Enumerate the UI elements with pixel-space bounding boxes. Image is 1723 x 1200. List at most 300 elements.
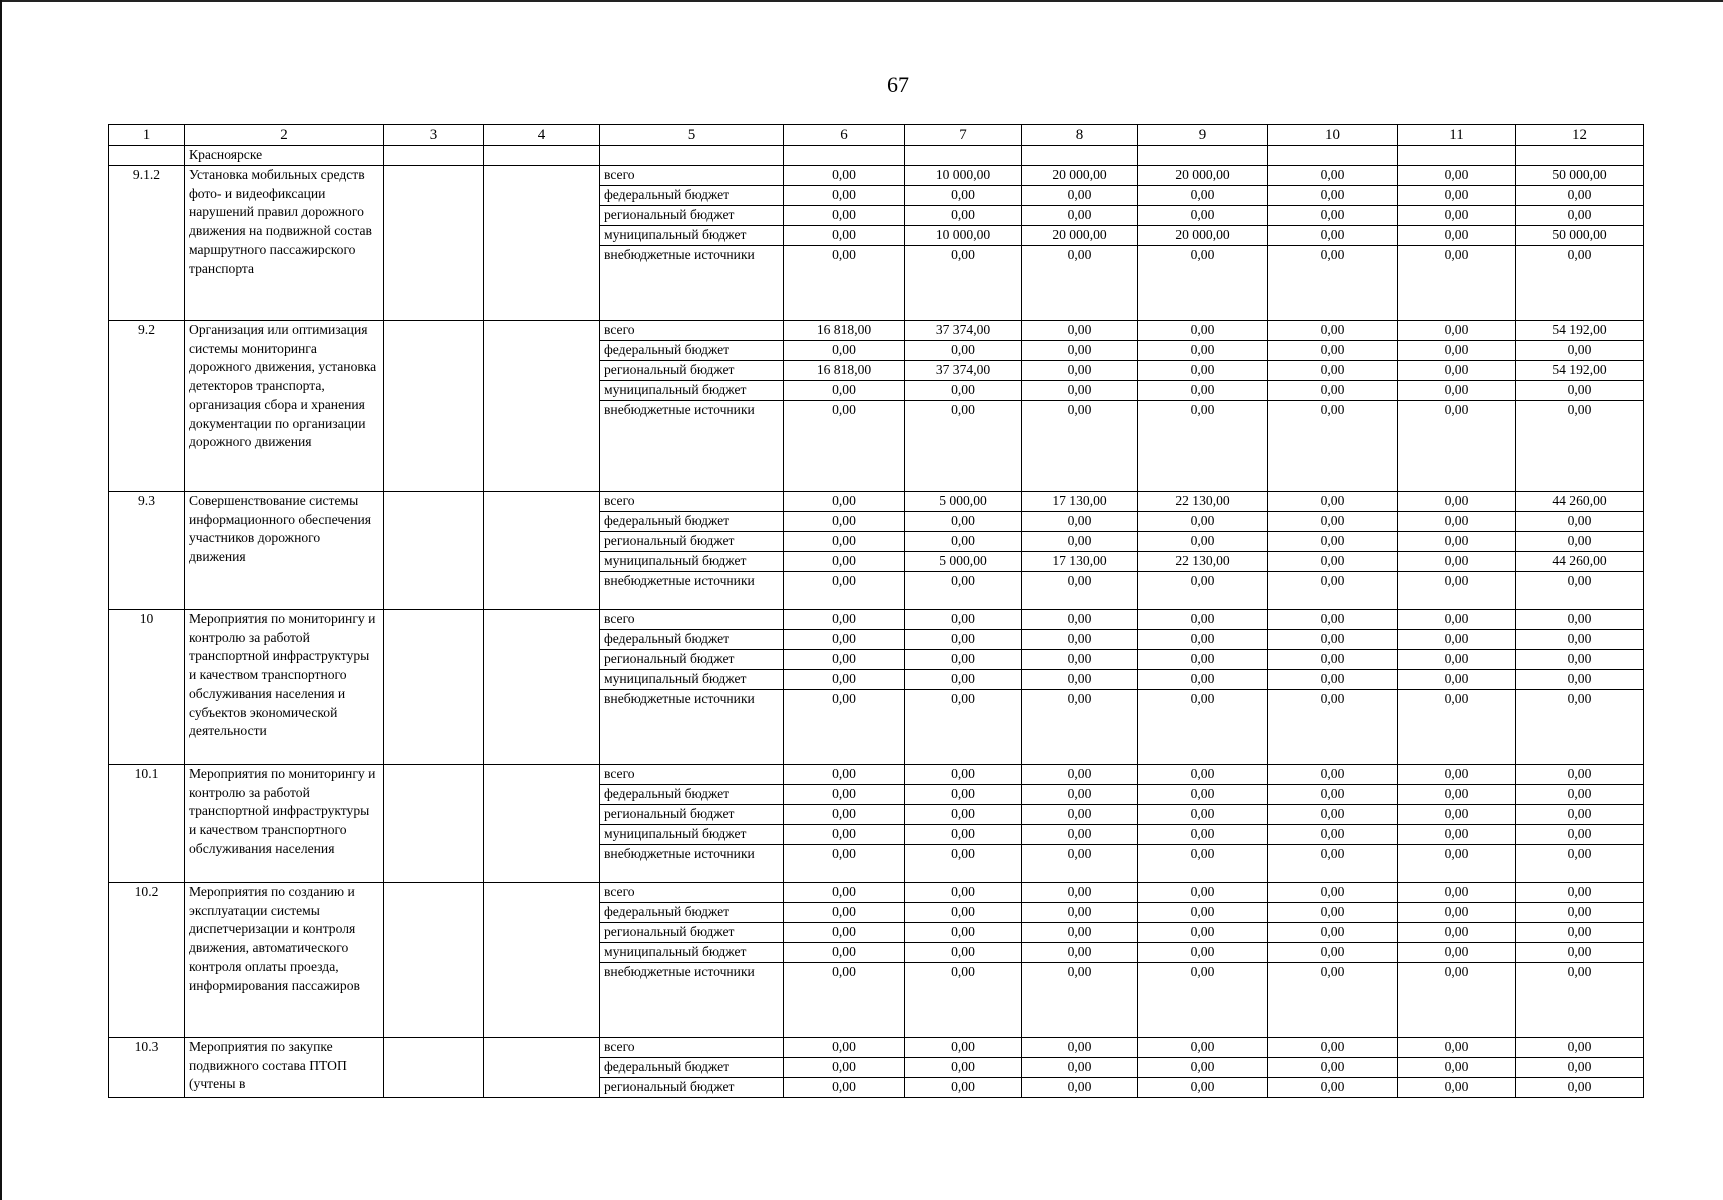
- item-name: Мероприятия по созданию и эксплуатации системы диспетчеризации и контроля движения, автоматического контроля оплаты проезда, информирования пассажиров: [185, 883, 384, 1038]
- amount-cell: 0,00: [1022, 532, 1138, 552]
- amount-cell: 0,00: [784, 166, 905, 186]
- col-header: 1: [109, 125, 185, 146]
- amount-cell: 0,00: [1268, 166, 1398, 186]
- amount-cell: 0,00: [784, 246, 905, 321]
- amount-cell: 0,00: [784, 825, 905, 845]
- amount-cell: 0,00: [1516, 825, 1644, 845]
- amount-cell: 37 374,00: [905, 361, 1022, 381]
- amount-cell: 0,00: [1268, 381, 1398, 401]
- table-row: [109, 321, 1644, 341]
- amount-cell: 0,00: [1268, 1058, 1398, 1078]
- empty-cell: [384, 492, 484, 610]
- amount-cell: 0,00: [1398, 1078, 1516, 1098]
- amount-cell: 0,00: [1138, 943, 1268, 963]
- amount-cell: 0,00: [1268, 923, 1398, 943]
- amount-cell: 20 000,00: [1022, 166, 1138, 186]
- funding-source-municipal: муниципальный бюджет: [600, 226, 784, 246]
- amount-cell: 0,00: [784, 512, 905, 532]
- amount-cell: 0,00: [1398, 341, 1516, 361]
- funding-source-total: всего: [600, 166, 784, 186]
- amount-cell: 0,00: [1022, 765, 1138, 785]
- amount-cell: 0,00: [784, 690, 905, 765]
- empty-cell: [484, 765, 600, 883]
- amount-cell: 0,00: [1516, 785, 1644, 805]
- amount-cell: 0,00: [1138, 361, 1268, 381]
- item-code: 9.2: [109, 321, 185, 492]
- amount-cell: 0,00: [1398, 903, 1516, 923]
- amount-cell: 44 260,00: [1516, 552, 1644, 572]
- amount-cell: 0,00: [1022, 361, 1138, 381]
- amount-cell: 0,00: [1398, 512, 1516, 532]
- amount-cell: 0,00: [1516, 381, 1644, 401]
- empty-cell: [384, 610, 484, 765]
- amount-cell: 0,00: [1022, 630, 1138, 650]
- amount-cell: 0,00: [1138, 825, 1268, 845]
- amount-cell: 0,00: [784, 552, 905, 572]
- amount-cell: 0,00: [1516, 512, 1644, 532]
- amount-cell: 0,00: [905, 1078, 1022, 1098]
- amount-cell: 17 130,00: [1022, 552, 1138, 572]
- amount-cell: 0,00: [905, 341, 1022, 361]
- amount-cell: 0,00: [1138, 923, 1268, 943]
- amount-cell: 0,00: [784, 401, 905, 492]
- amount-cell: 0,00: [1398, 401, 1516, 492]
- amount-cell: 0,00: [1398, 963, 1516, 1038]
- amount-cell: 0,00: [784, 572, 905, 610]
- empty-cell: [484, 492, 600, 610]
- empty-cell: [484, 166, 600, 321]
- col-header: 12: [1516, 125, 1644, 146]
- table-row: [109, 765, 1644, 785]
- empty-cell: [384, 321, 484, 492]
- amount-cell: 0,00: [1022, 903, 1138, 923]
- amount-cell: 0,00: [1138, 963, 1268, 1038]
- amount-cell: 0,00: [905, 246, 1022, 321]
- amount-cell: 0,00: [1516, 805, 1644, 825]
- amount-cell: 0,00: [1268, 883, 1398, 903]
- amount-cell: 0,00: [1022, 341, 1138, 361]
- amount-cell: 0,00: [1398, 690, 1516, 765]
- amount-cell: 0,00: [1398, 381, 1516, 401]
- amount-cell: 0,00: [1138, 246, 1268, 321]
- amount-cell: 0,00: [1022, 963, 1138, 1038]
- amount-cell: 0,00: [1516, 1058, 1644, 1078]
- amount-cell: 0,00: [1268, 532, 1398, 552]
- amount-cell: 0,00: [784, 1058, 905, 1078]
- funding-source-regional: региональный бюджет: [600, 1078, 784, 1098]
- amount-cell: 0,00: [1516, 401, 1644, 492]
- amount-cell: 0,00: [784, 1078, 905, 1098]
- amount-cell: 0,00: [1516, 630, 1644, 650]
- amount-cell: 0,00: [1138, 765, 1268, 785]
- funding-source-federal: федеральный бюджет: [600, 186, 784, 206]
- funding-source-municipal: муниципальный бюджет: [600, 943, 784, 963]
- amount-cell: 0,00: [1022, 246, 1138, 321]
- funding-source-federal: федеральный бюджет: [600, 512, 784, 532]
- item-name: Мероприятия по закупке подвижного состава ПТОП (учтены в: [185, 1038, 384, 1098]
- funding-source-municipal: муниципальный бюджет: [600, 670, 784, 690]
- continuation-row: [109, 146, 1644, 166]
- amount-cell: 0,00: [905, 765, 1022, 785]
- amount-cell: 0,00: [1138, 1058, 1268, 1078]
- amount-cell: 0,00: [905, 381, 1022, 401]
- amount-cell: 17 130,00: [1022, 492, 1138, 512]
- amount-cell: 0,00: [784, 923, 905, 943]
- funding-source-total: всего: [600, 610, 784, 630]
- amount-cell: 0,00: [1398, 670, 1516, 690]
- amount-cell: 0,00: [1516, 206, 1644, 226]
- amount-cell: 0,00: [1516, 923, 1644, 943]
- amount-cell: 0,00: [1022, 690, 1138, 765]
- amount-cell: 0,00: [1138, 186, 1268, 206]
- amount-cell: 0,00: [1268, 401, 1398, 492]
- amount-cell: 0,00: [1022, 785, 1138, 805]
- empty-cell: [384, 883, 484, 1038]
- item-name: Совершенствование системы информационного обеспечения участников дорожного движения: [185, 492, 384, 610]
- amount-cell: 0,00: [1268, 610, 1398, 630]
- amount-cell: 16 818,00: [784, 361, 905, 381]
- amount-cell: 0,00: [1022, 572, 1138, 610]
- amount-cell: 0,00: [1022, 206, 1138, 226]
- amount-cell: 0,00: [1516, 765, 1644, 785]
- amount-cell: 0,00: [784, 845, 905, 883]
- table-row: [109, 492, 1644, 512]
- amount-cell: 0,00: [1516, 246, 1644, 321]
- funding-source-municipal: муниципальный бюджет: [600, 381, 784, 401]
- amount-cell: 0,00: [784, 805, 905, 825]
- amount-cell: 0,00: [1398, 785, 1516, 805]
- amount-cell: 0,00: [1268, 943, 1398, 963]
- amount-cell: 0,00: [1516, 186, 1644, 206]
- amount-cell: 0,00: [1138, 903, 1268, 923]
- funding-source-federal: федеральный бюджет: [600, 1058, 784, 1078]
- col-header: 8: [1022, 125, 1138, 146]
- amount-cell: 0,00: [1398, 361, 1516, 381]
- amount-cell: 0,00: [905, 670, 1022, 690]
- item-code: 9.1.2: [109, 166, 185, 321]
- empty-cell: [484, 883, 600, 1038]
- amount-cell: 0,00: [1516, 650, 1644, 670]
- amount-cell: 0,00: [1398, 650, 1516, 670]
- amount-cell: 0,00: [1268, 630, 1398, 650]
- funding-source-regional: региональный бюджет: [600, 650, 784, 670]
- empty-cell: [484, 610, 600, 765]
- amount-cell: 0,00: [905, 401, 1022, 492]
- funding-source-extra: внебюджетные источники: [600, 690, 784, 765]
- table-row: [109, 1038, 1644, 1058]
- amount-cell: 0,00: [905, 1038, 1022, 1058]
- amount-cell: 0,00: [1022, 186, 1138, 206]
- amount-cell: 37 374,00: [905, 321, 1022, 341]
- scan-edge-top: [0, 0, 1723, 2]
- amount-cell: 0,00: [1138, 341, 1268, 361]
- amount-cell: 0,00: [1398, 1058, 1516, 1078]
- amount-cell: 0,00: [1268, 690, 1398, 765]
- amount-cell: 0,00: [784, 610, 905, 630]
- funding-source-federal: федеральный бюджет: [600, 903, 784, 923]
- amount-cell: 0,00: [1268, 246, 1398, 321]
- amount-cell: 0,00: [1398, 610, 1516, 630]
- amount-cell: 0,00: [1022, 610, 1138, 630]
- amount-cell: 0,00: [1516, 903, 1644, 923]
- amount-cell: 0,00: [1516, 610, 1644, 630]
- amount-cell: 0,00: [905, 650, 1022, 670]
- amount-cell: 0,00: [1398, 883, 1516, 903]
- amount-cell: 0,00: [1398, 572, 1516, 610]
- amount-cell: 0,00: [1022, 650, 1138, 670]
- amount-cell: 0,00: [1398, 845, 1516, 883]
- amount-cell: 0,00: [784, 492, 905, 512]
- amount-cell: 0,00: [905, 512, 1022, 532]
- amount-cell: 50 000,00: [1516, 226, 1644, 246]
- amount-cell: 0,00: [784, 226, 905, 246]
- amount-cell: 10 000,00: [905, 166, 1022, 186]
- budget-table: [108, 124, 1644, 1098]
- amount-cell: 0,00: [1398, 166, 1516, 186]
- amount-cell: 0,00: [1022, 1078, 1138, 1098]
- amount-cell: 0,00: [1398, 552, 1516, 572]
- empty-cell: [384, 1038, 484, 1098]
- funding-source-regional: региональный бюджет: [600, 206, 784, 226]
- funding-source-regional: региональный бюджет: [600, 532, 784, 552]
- item-code: 10.3: [109, 1038, 185, 1098]
- col-header: 6: [784, 125, 905, 146]
- amount-cell: 0,00: [784, 1038, 905, 1058]
- amount-cell: 0,00: [1268, 903, 1398, 923]
- item-name: Установка мобильных средств фото- и видеофиксации нарушений правил дорожного движения на подвижной состав маршрутного пассажирского транспорта: [185, 166, 384, 321]
- amount-cell: 0,00: [784, 883, 905, 903]
- amount-cell: 0,00: [1268, 341, 1398, 361]
- item-code: 10.1: [109, 765, 185, 883]
- amount-cell: 0,00: [905, 825, 1022, 845]
- amount-cell: 50 000,00: [1516, 166, 1644, 186]
- amount-cell: 0,00: [1268, 1038, 1398, 1058]
- amount-cell: 0,00: [905, 1058, 1022, 1078]
- amount-cell: 0,00: [1022, 670, 1138, 690]
- amount-cell: 0,00: [905, 532, 1022, 552]
- amount-cell: 20 000,00: [1138, 226, 1268, 246]
- amount-cell: 0,00: [905, 690, 1022, 765]
- amount-cell: 0,00: [784, 670, 905, 690]
- amount-cell: 0,00: [1268, 492, 1398, 512]
- amount-cell: 0,00: [784, 630, 905, 650]
- amount-cell: 0,00: [1138, 630, 1268, 650]
- amount-cell: 0,00: [1516, 943, 1644, 963]
- item-code: 10.2: [109, 883, 185, 1038]
- amount-cell: 0,00: [1138, 845, 1268, 883]
- amount-cell: 0,00: [1268, 670, 1398, 690]
- table-row: [109, 883, 1644, 903]
- amount-cell: 0,00: [1138, 1078, 1268, 1098]
- funding-source-regional: региональный бюджет: [600, 361, 784, 381]
- amount-cell: 0,00: [1022, 1058, 1138, 1078]
- amount-cell: 0,00: [1516, 670, 1644, 690]
- item-code: 9.3: [109, 492, 185, 610]
- amount-cell: 0,00: [905, 883, 1022, 903]
- amount-cell: 0,00: [1268, 186, 1398, 206]
- amount-cell: 54 192,00: [1516, 361, 1644, 381]
- amount-cell: 54 192,00: [1516, 321, 1644, 341]
- funding-source-extra: внебюджетные источники: [600, 401, 784, 492]
- amount-cell: 0,00: [1138, 785, 1268, 805]
- amount-cell: 0,00: [784, 765, 905, 785]
- amount-cell: 0,00: [1138, 1038, 1268, 1058]
- amount-cell: 0,00: [1022, 825, 1138, 845]
- amount-cell: 0,00: [1138, 610, 1268, 630]
- amount-cell: 16 818,00: [784, 321, 905, 341]
- empty-cell: [384, 166, 484, 321]
- amount-cell: 0,00: [905, 943, 1022, 963]
- amount-cell: 20 000,00: [1022, 226, 1138, 246]
- amount-cell: 0,00: [1398, 226, 1516, 246]
- funding-source-extra: внебюджетные источники: [600, 246, 784, 321]
- amount-cell: 0,00: [1138, 206, 1268, 226]
- funding-source-federal: федеральный бюджет: [600, 785, 784, 805]
- col-header: 3: [384, 125, 484, 146]
- amount-cell: 0,00: [1138, 532, 1268, 552]
- funding-source-regional: региональный бюджет: [600, 805, 784, 825]
- amount-cell: 44 260,00: [1516, 492, 1644, 512]
- amount-cell: 0,00: [784, 943, 905, 963]
- amount-cell: 0,00: [1022, 845, 1138, 883]
- amount-cell: 0,00: [1398, 923, 1516, 943]
- amount-cell: 0,00: [905, 923, 1022, 943]
- amount-cell: 0,00: [1516, 1078, 1644, 1098]
- amount-cell: 0,00: [1268, 512, 1398, 532]
- amount-cell: 0,00: [1138, 883, 1268, 903]
- amount-cell: 0,00: [1516, 532, 1644, 552]
- col-header: 9: [1138, 125, 1268, 146]
- funding-source-total: всего: [600, 321, 784, 341]
- header-row: [109, 125, 1644, 146]
- amount-cell: 0,00: [1138, 381, 1268, 401]
- amount-cell: 0,00: [1516, 1038, 1644, 1058]
- amount-cell: 0,00: [1268, 226, 1398, 246]
- amount-cell: 0,00: [1268, 1078, 1398, 1098]
- amount-cell: 0,00: [905, 805, 1022, 825]
- scan-edge-left: [0, 0, 2, 1200]
- col-header: 11: [1398, 125, 1516, 146]
- amount-cell: 0,00: [1516, 963, 1644, 1038]
- amount-cell: 0,00: [1516, 845, 1644, 883]
- amount-cell: 0,00: [1268, 650, 1398, 670]
- amount-cell: 0,00: [1398, 943, 1516, 963]
- amount-cell: 0,00: [1268, 963, 1398, 1038]
- empty-cell: [484, 1038, 600, 1098]
- empty-cell: [384, 765, 484, 883]
- amount-cell: 0,00: [1268, 361, 1398, 381]
- amount-cell: 0,00: [1516, 690, 1644, 765]
- amount-cell: 0,00: [1398, 1038, 1516, 1058]
- amount-cell: 0,00: [905, 963, 1022, 1038]
- empty-cell: [484, 321, 600, 492]
- amount-cell: 0,00: [784, 963, 905, 1038]
- amount-cell: 0,00: [784, 341, 905, 361]
- amount-cell: 0,00: [1022, 381, 1138, 401]
- amount-cell: 0,00: [905, 845, 1022, 883]
- amount-cell: 0,00: [1398, 805, 1516, 825]
- amount-cell: 0,00: [1138, 512, 1268, 532]
- amount-cell: 0,00: [784, 186, 905, 206]
- table-row: [109, 166, 1644, 186]
- page-number: 67: [887, 72, 909, 97]
- funding-source-extra: внебюджетные источники: [600, 963, 784, 1038]
- amount-cell: 0,00: [1516, 341, 1644, 361]
- amount-cell: 0,00: [1398, 532, 1516, 552]
- amount-cell: 0,00: [905, 186, 1022, 206]
- amount-cell: 0,00: [905, 903, 1022, 923]
- amount-cell: 0,00: [1022, 883, 1138, 903]
- amount-cell: 22 130,00: [1138, 552, 1268, 572]
- amount-cell: 0,00: [1268, 805, 1398, 825]
- amount-cell: 0,00: [1268, 552, 1398, 572]
- amount-cell: 0,00: [905, 785, 1022, 805]
- amount-cell: 0,00: [1022, 512, 1138, 532]
- item-code: 10: [109, 610, 185, 765]
- amount-cell: 0,00: [1138, 401, 1268, 492]
- funding-source-extra: внебюджетные источники: [600, 845, 784, 883]
- amount-cell: 0,00: [784, 206, 905, 226]
- amount-cell: 0,00: [784, 785, 905, 805]
- amount-cell: 0,00: [784, 650, 905, 670]
- amount-cell: 0,00: [1022, 923, 1138, 943]
- amount-cell: 5 000,00: [905, 552, 1022, 572]
- col-header: 5: [600, 125, 784, 146]
- col-header: 2: [185, 125, 384, 146]
- funding-source-municipal: муниципальный бюджет: [600, 552, 784, 572]
- amount-cell: 0,00: [905, 206, 1022, 226]
- amount-cell: 0,00: [1516, 572, 1644, 610]
- amount-cell: 0,00: [1138, 321, 1268, 341]
- amount-cell: 20 000,00: [1138, 166, 1268, 186]
- amount-cell: 0,00: [1398, 246, 1516, 321]
- amount-cell: 0,00: [905, 572, 1022, 610]
- amount-cell: 0,00: [1268, 845, 1398, 883]
- funding-source-federal: федеральный бюджет: [600, 341, 784, 361]
- amount-cell: 0,00: [1022, 321, 1138, 341]
- amount-cell: 0,00: [1022, 401, 1138, 492]
- col-header: 4: [484, 125, 600, 146]
- item-name: Мероприятия по мониторингу и контролю за работой транспортной инфраструктуры и качеством транспортного обслуживания населения: [185, 765, 384, 883]
- amount-cell: 0,00: [1268, 825, 1398, 845]
- amount-cell: 10 000,00: [905, 226, 1022, 246]
- amount-cell: 0,00: [1022, 805, 1138, 825]
- item-name: Организация или оптимизация системы мониторинга дорожного движения, установка детекторов транспорта, организация сбора и хранения документации по организации дорожного движения: [185, 321, 384, 492]
- amount-cell: 0,00: [1398, 765, 1516, 785]
- funding-source-total: всего: [600, 883, 784, 903]
- funding-source-municipal: муниципальный бюджет: [600, 825, 784, 845]
- funding-source-total: всего: [600, 765, 784, 785]
- amount-cell: 0,00: [1138, 650, 1268, 670]
- amount-cell: 0,00: [1268, 206, 1398, 226]
- amount-cell: 0,00: [1138, 670, 1268, 690]
- col-header: 10: [1268, 125, 1398, 146]
- amount-cell: 0,00: [1398, 630, 1516, 650]
- amount-cell: 0,00: [1268, 765, 1398, 785]
- amount-cell: 0,00: [1398, 825, 1516, 845]
- amount-cell: 5 000,00: [905, 492, 1022, 512]
- funding-source-regional: региональный бюджет: [600, 923, 784, 943]
- amount-cell: 0,00: [784, 532, 905, 552]
- amount-cell: 0,00: [905, 610, 1022, 630]
- amount-cell: 0,00: [1138, 690, 1268, 765]
- amount-cell: 0,00: [1268, 321, 1398, 341]
- funding-source-federal: федеральный бюджет: [600, 630, 784, 650]
- col-header: 7: [905, 125, 1022, 146]
- amount-cell: 0,00: [1516, 883, 1644, 903]
- amount-cell: 0,00: [784, 381, 905, 401]
- amount-cell: 0,00: [1268, 572, 1398, 610]
